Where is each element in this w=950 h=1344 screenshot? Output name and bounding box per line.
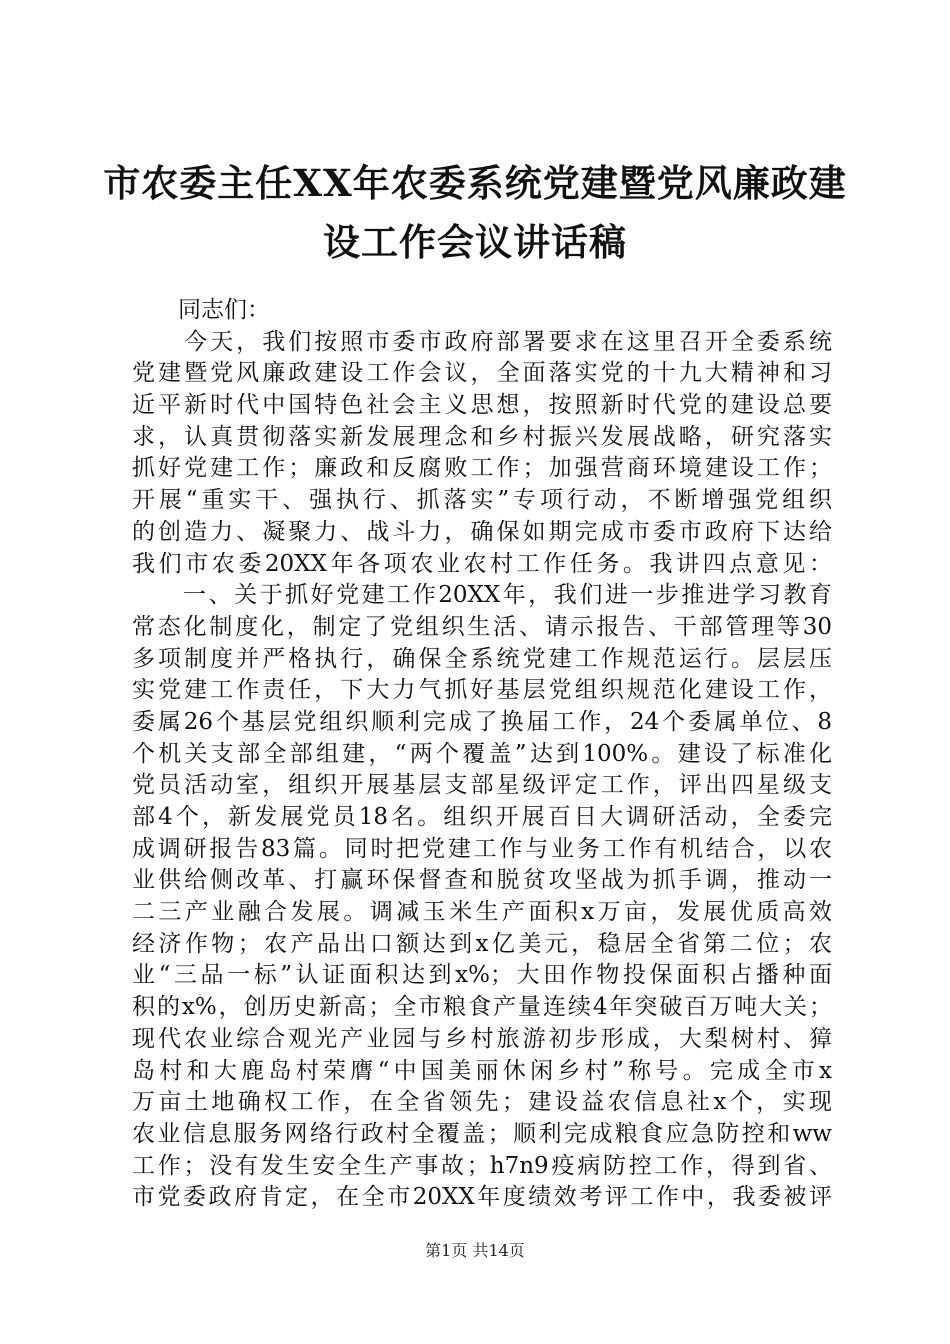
body-line: 个机关支部全部组建，“两个覆盖”达到100%。建设了标准化 <box>132 740 832 767</box>
document-title-line-1: 市农委主任XX年农委系统党建暨党风廉政建 <box>103 161 847 205</box>
body-line: 我们市农委20XX年各项农业农村工作任务。我讲四点意见： <box>132 550 832 577</box>
document-body <box>132 295 832 1214</box>
page-number-footer: 第1页 共14页 <box>425 1241 525 1260</box>
body-line: 多项制度并严格执行，确保全系统党建工作规范运行。层层压 <box>132 645 832 672</box>
body-line: 同志们： <box>132 297 270 323</box>
body-line: 业“三品一标”认证面积达到x%；大田作物投保面积占播种面 <box>132 962 832 989</box>
document-title-line-2: 设工作会议讲话稿 <box>323 220 627 264</box>
body-line: 的创造力、凝聚力、战斗力，确保如期完成市委市政府下达给 <box>132 518 832 545</box>
body-line: 常态化制度化，制定了党组织生活、请示报告、干部管理等30 <box>132 613 832 640</box>
body-line: 积的x%，创历史新高；全市粮食产量连续4年突破百万吨大关； <box>132 994 832 1021</box>
body-line: 岛村和大鹿岛村荣膺“中国美丽休闲乡村”称号。完成全市x <box>132 1057 832 1084</box>
body-line: 二三产业融合发展。调减玉米生产面积x万亩，发展优质高效 <box>132 899 832 926</box>
body-line: 部4个，新发展党员18名。组织开展百日大调研活动，全委完 <box>132 804 832 830</box>
body-line: 工作；没有发生安全生产事故；h7n9疫病防控工作，得到省、 <box>132 1152 832 1179</box>
body-line: 经济作物；农产品出口额达到x亿美元，稳居全省第二位；农 <box>132 930 832 957</box>
body-line: 开展“重实干、强执行、抓落实”专项行动，不断增强党组织 <box>132 487 832 514</box>
body-line: 市党委政府肯定，在全市20XX年度绩效考评工作中，我委被评 <box>132 1184 832 1211</box>
body-line: 实党建工作责任，下大力气抓好基层党组织规范化建设工作， <box>132 677 832 704</box>
body-line: 委属26个基层党组织顺利完成了换届工作，24个委属单位、8 <box>132 708 832 735</box>
body-line: 抓好党建工作；廉政和反腐败工作；加强营商环境建设工作； <box>132 455 832 482</box>
body-line: 一、关于抓好党建工作20XX年，我们进一步推进学习教育 <box>132 582 832 609</box>
body-line: 万亩土地确权工作，在全省领先；建设益农信息社x个，实现 <box>132 1089 832 1116</box>
body-line: 现代农业综合观光产业园与乡村旅游初步形成，大梨树村、獐 <box>132 1025 832 1052</box>
body-line: 求，认真贯彻落实新发展理念和乡村振兴发展战略，研究落实 <box>132 423 832 450</box>
body-line: 业供给侧改革、打赢环保督查和脱贫攻坚战为抓手调，推动一 <box>132 867 832 894</box>
body-line: 农业信息服务网络行政村全覆盖；顺利完成粮食应急防控和ww <box>132 1120 832 1147</box>
body-line: 近平新时代中国特色社会主义思想，按照新时代党的建设总要 <box>132 392 832 419</box>
body-line: 党建暨党风廉政建设工作会议，全面落实党的十九大精神和习 <box>132 360 832 387</box>
body-line: 党员活动室，组织开展基层支部星级评定工作，评出四星级支 <box>132 772 832 799</box>
body-line: 成调研报告83篇。同时把党建工作与业务工作有机结合，以农 <box>132 835 832 862</box>
body-line: 今天，我们按照市委市政府部署要求在这里召开全委系统 <box>132 328 832 355</box>
